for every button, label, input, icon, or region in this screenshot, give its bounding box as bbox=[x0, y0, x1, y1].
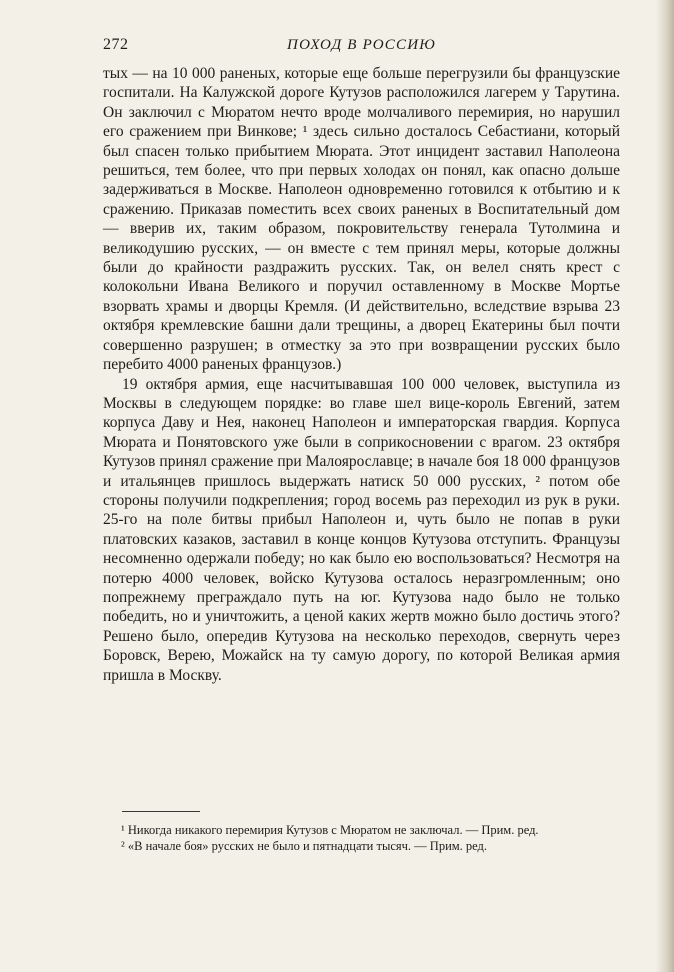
paragraph: тых — на 10 000 раненых, которые еще больше перегрузили бы французские госпитали. На Калужской дороге Кутузов расположился лагерем у Тарутина. Он заключил с Мюратом нечто вроде молчаливого перемирия, но нарушил его сражением при Винкове; ¹ здесь сильно досталось Себастиани, который был спасен только прибытием Мюрата. Этот инцидент заставил Наполеона решиться, тем более, что при первых холодах он понял, как опасно дольше задерживаться в Москве. Наполеон одновременно готовился к отбытию и к сражению. Приказав поместить всех своих раненых в Воспитательный дом — вверив их, таким образом, покровительству генерала Тутолмина и великодушию русских, — он вместе с тем принял меры, которые должны были до крайности раздражить русских. Так, он велел снять крест с колокольни Ивана Великого и поручил оставленному в Москве Мортье взорвать храмы и дворцы Кремля. (И действительно, вследствие взрыва 23 октября кремлевские башни дали трещины, а дворец Екатерины был почти совершенно разрушен; в отместку за это при возвращении русских было перебито 4000 раненых французов.) bbox=[103, 65, 620, 374]
footnotes bbox=[103, 822, 620, 854]
running-title: ПОХОД В РОССИЮ bbox=[287, 37, 436, 53]
footnote-divider bbox=[122, 811, 200, 812]
body-text bbox=[103, 64, 620, 685]
page-number: 272 bbox=[103, 36, 129, 53]
footnote-1: ¹ Никогда никакого перемирия Кутузов с Мюратом не заключал. — Прим. ред. bbox=[121, 823, 539, 837]
page-header bbox=[103, 36, 620, 58]
footnote-2: ² «В начале боя» русских не было и пятнадцати тысяч. — Прим. ред. bbox=[121, 839, 488, 853]
page-edge-shadow bbox=[656, 0, 674, 972]
paragraph: 19 октября армия, еще насчитывавшая 100 000 человек, выступила из Москвы в следующем порядке: во главе шел вице-король Евгений, затем корпуса Даву и Нея, наконец Наполеон и императорская гвардия. Корпуса Мюрата и Понятовского уже были в соприкосновении с врагом. 23 октября Кутузов принял сражение при Малоярославце; в начале боя 18 000 французов и итальянцев пришлось выдержать натиск 50 000 русских, ² потом обе стороны получили подкрепления; город восемь раз переходил из рук в руки. 25-го на поле битвы прибыл Наполеон и, чуть было не попав в руки платовских казаков, заставил в конце концов Кутузова отступить. Французы несомненно одержали победу; но как было ею воспользоваться? Несмотря на потерю 4000 человек, войско Кутузова осталось неразгромленным; оно попрежнему преграждало путь на юг. Кутузова надо было не только победить, но и уничтожить, а ценой каких жертв можно было достичь этого? Решено было, опередив Кутузова на несколько переходов, свернуть через Боровск, Верею, Можайск на ту самую дорогу, по которой Великая армия пришла в Москву. bbox=[103, 375, 620, 684]
